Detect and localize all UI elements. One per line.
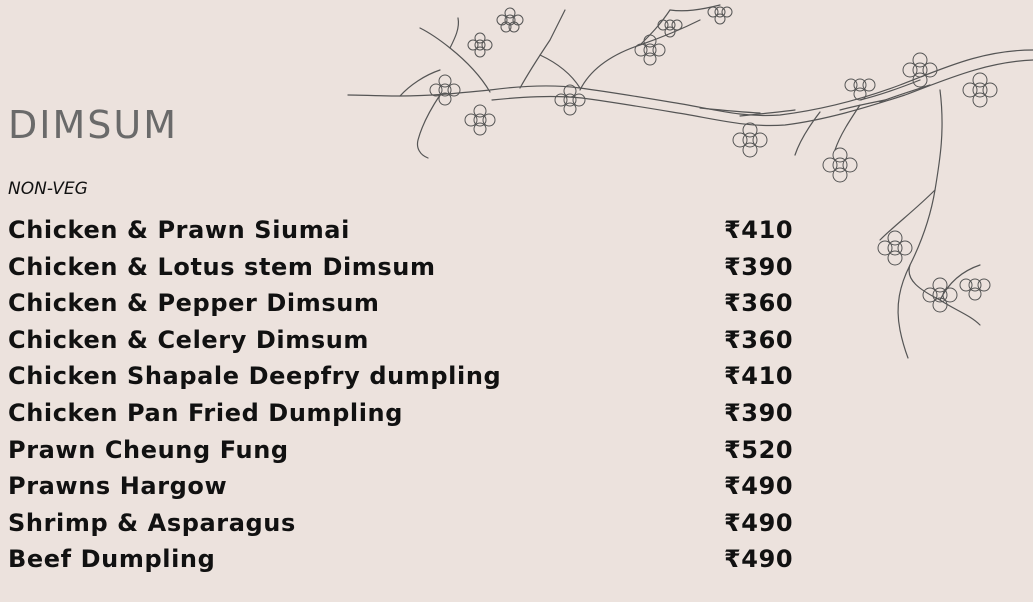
item-price: ₹390 xyxy=(724,252,794,281)
item-name: Chicken Shapale Deepfry dumpling xyxy=(8,362,502,391)
menu-item xyxy=(8,505,808,542)
item-price: ₹390 xyxy=(724,398,794,427)
item-price: ₹490 xyxy=(724,545,794,574)
page-title: DIMSUM xyxy=(8,103,178,147)
menu-item xyxy=(8,358,808,395)
menu-item xyxy=(8,322,808,359)
item-price: ₹360 xyxy=(724,289,794,318)
menu-item xyxy=(8,541,808,578)
item-name: Beef Dumpling xyxy=(8,545,216,574)
item-price: ₹410 xyxy=(724,362,794,391)
item-name: Chicken Pan Fried Dumpling xyxy=(8,398,404,427)
item-price: ₹490 xyxy=(724,508,794,537)
item-price: ₹410 xyxy=(724,216,794,244)
item-price: ₹490 xyxy=(724,472,794,501)
menu-item xyxy=(8,468,808,505)
menu-item xyxy=(8,395,808,432)
item-name: Prawn Cheung Fung xyxy=(8,435,289,464)
item-name: Chicken & Celery Dimsum xyxy=(8,325,370,354)
item-price: ₹360 xyxy=(724,325,794,354)
item-name: Chicken & Lotus stem Dimsum xyxy=(8,252,436,281)
item-name: Shrimp & Asparagus xyxy=(8,508,296,537)
item-price: ₹520 xyxy=(724,435,794,464)
item-name: Chicken & Pepper Dimsum xyxy=(8,289,380,318)
menu-item xyxy=(8,249,808,286)
menu-item xyxy=(8,432,808,469)
menu-item xyxy=(8,285,808,322)
menu-item xyxy=(8,212,808,249)
menu-list xyxy=(8,212,808,578)
section-label: NON-VEG xyxy=(8,179,88,199)
item-name: Chicken & Prawn Siumai xyxy=(8,216,350,244)
item-name: Prawns Hargow xyxy=(8,472,228,501)
